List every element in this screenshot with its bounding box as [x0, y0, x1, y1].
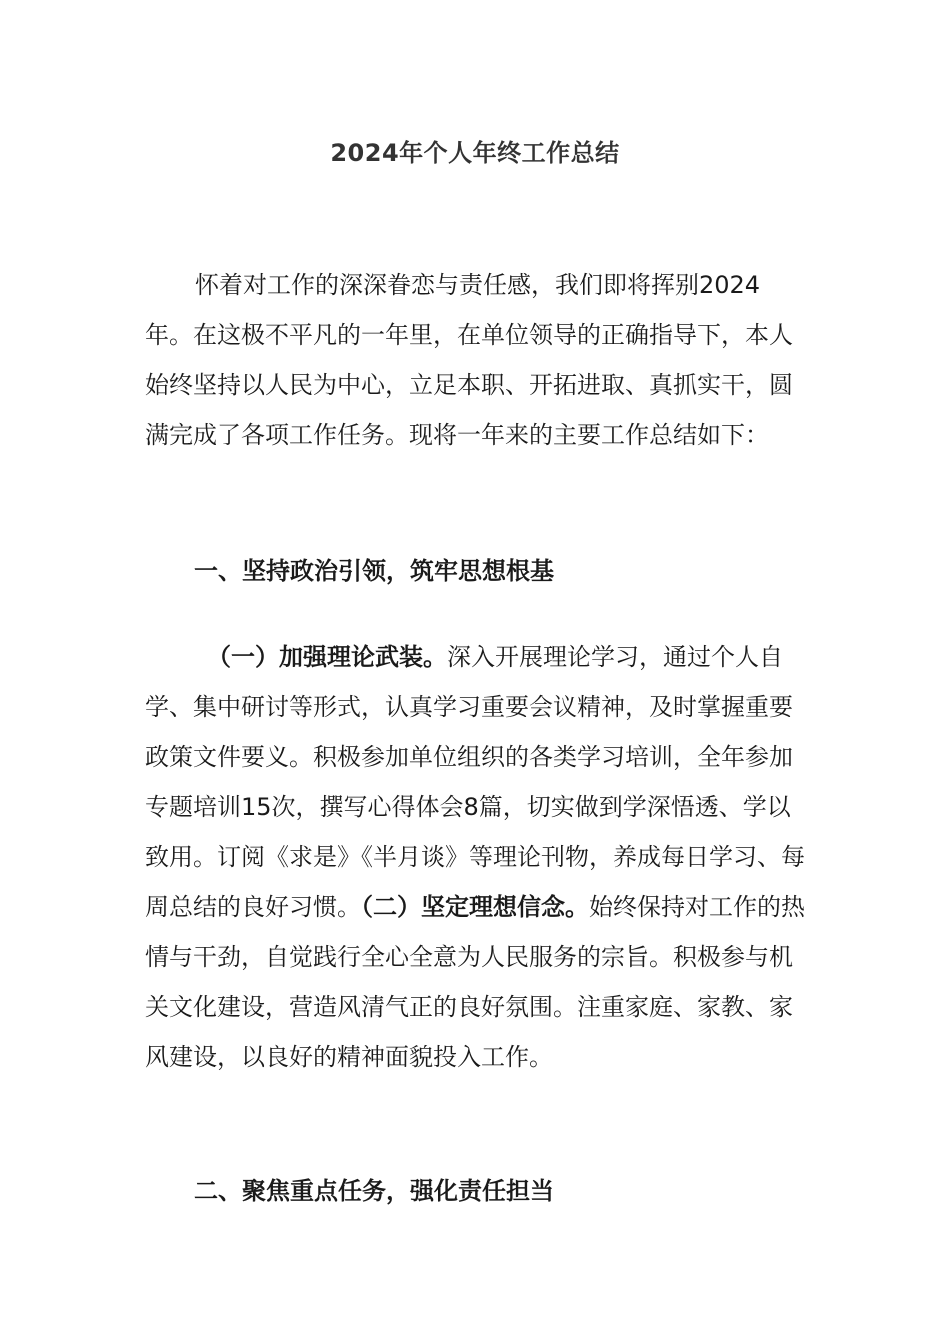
intro-paragraph: 怀着对工作的深深眷恋与责任感，我们即将挥别2024年。在这极不平凡的一年里，在单位领导的正确指导下，本人始终坚持以人民为中心，立足本职、开拓进取、真抓实干，圆满完成了各项工作任务。现将一年来的主要工作总结如下： — [145, 271, 793, 449]
subsection-text-1: 深入开展理论学习，通过个人自学、集中研讨等形式，认真学习重要会议精神，及时掌握重要政策文件要义。积极参加单位组织的各类学习培训，全年参加专题培训15次，撰写心得体会8篇，切实做到学深悟透、学以致用。订阅《求是》《半月谈》等理论刊物，养成每日学习、每周总结的良好习惯。 — [145, 643, 805, 921]
subsection-text-2: 始终保持对工作的热情与干劲，自觉践行全心全意为人民服务的宗旨。积极参与机关文化建设，营造风清气正的良好氛围。注重家庭、家教、家风建设，以良好的精神面貌投入工作。 — [145, 893, 805, 1071]
section1-paragraph — [145, 632, 805, 1082]
section-heading-1: 一、坚持政治引领，筑牢思想根基 — [194, 557, 554, 585]
subsection-title-1: （一）加强理论武装。 — [207, 643, 447, 671]
document-title: 2024年个人年终工作总结 — [330, 139, 620, 167]
section-heading-2: 二、聚焦重点任务，强化责任担当 — [194, 1177, 554, 1205]
subsection-title-2: （二）坚定理想信念。 — [361, 893, 589, 921]
